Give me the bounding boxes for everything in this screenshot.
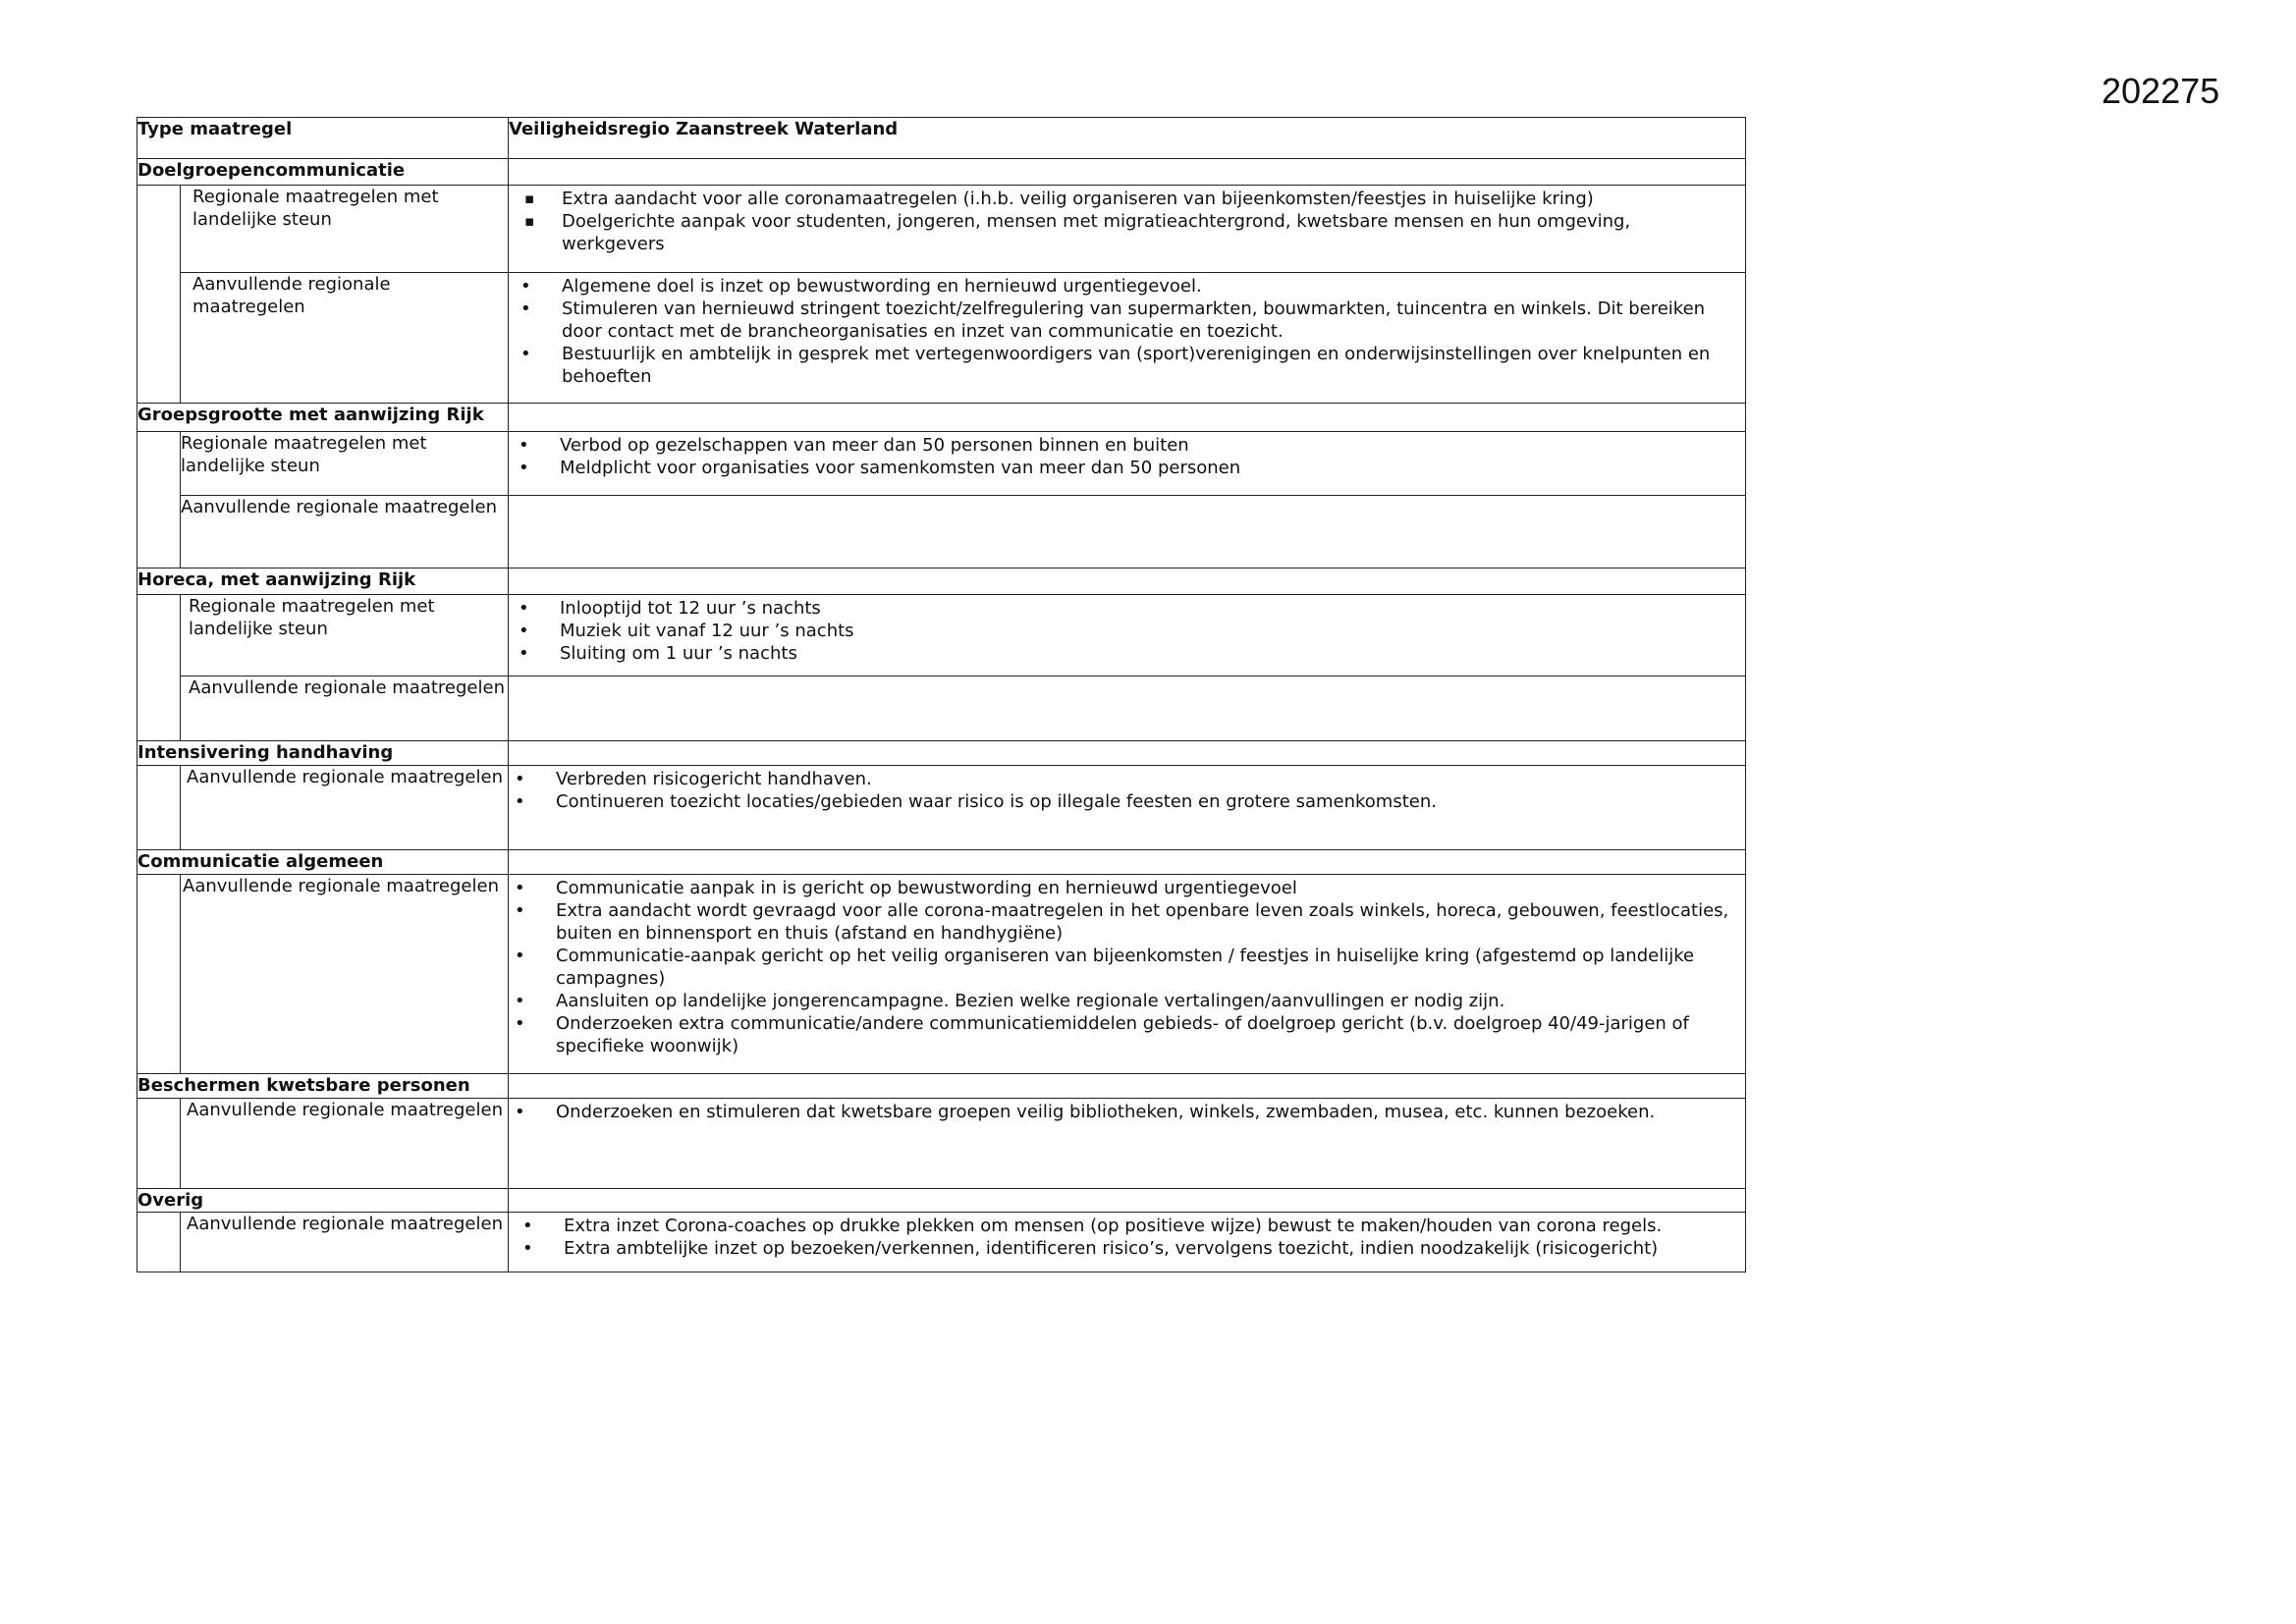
sub-row bbox=[137, 432, 1746, 496]
measures-list bbox=[509, 875, 1745, 1057]
sub-label: Aanvullende regionale maatregelen bbox=[181, 875, 509, 1074]
measures-cell bbox=[509, 875, 1746, 1074]
measures-cell bbox=[509, 1213, 1746, 1272]
measures-list bbox=[509, 595, 1745, 665]
category-title: Communicatie algemeen bbox=[137, 850, 509, 875]
measures-cell bbox=[509, 273, 1746, 404]
category-row bbox=[137, 1074, 1746, 1099]
measures-list bbox=[509, 186, 1745, 255]
list-item: • Bestuurlijk en ambtelijk in gesprek met vertegenwoordigers van (sport)verenigingen en onderwijsinstellingen over knelpunten en behoeften bbox=[520, 343, 1733, 388]
sub-label: Aanvullende regionale maatregelen bbox=[181, 496, 509, 568]
list-item: • Extra ambtelijke inzet op bezoeken/verkennen, identificeren risico’s, vervolgens toezicht, indien noodzakelijk (risicogericht) bbox=[522, 1237, 1733, 1260]
measures-cell bbox=[509, 766, 1746, 850]
category-title: Groepsgrootte met aanwijzing Rijk bbox=[137, 404, 509, 432]
measures-list bbox=[509, 432, 1745, 479]
category-row bbox=[137, 404, 1746, 432]
header-type-maatregel: Type maatregel bbox=[137, 118, 509, 159]
measures-cell bbox=[509, 1099, 1746, 1189]
list-item: • Muziek uit vanaf 12 uur ’s nachts bbox=[519, 620, 1733, 642]
list-item: • Communicatie-aanpak gericht op het veilig organiseren van bijeenkomsten / feestjes in huiselijke kring (afgestemd op landelijke campagnes) bbox=[515, 945, 1733, 990]
list-item: • Continueren toezicht locaties/gebieden waar risico is op illegale feesten en grotere samenkomsten. bbox=[515, 790, 1733, 813]
category-title: Intensivering handhaving bbox=[137, 741, 509, 766]
category-title: Horeca, met aanwijzing Rijk bbox=[137, 568, 509, 595]
measures-cell bbox=[509, 432, 1746, 496]
list-item: • Stimuleren van hernieuwd stringent toezicht/zelfregulering van supermarkten, bouwmarkten, tuincentra en winkels. Dit bereiken door contact met de brancheorganisaties en inzet van communicatie en toezicht. bbox=[520, 298, 1733, 343]
list-item: • Meldplicht voor organisaties voor samenkomsten van meer dan 50 personen bbox=[519, 457, 1733, 479]
category-title: Doelgroepencommunicatie bbox=[137, 159, 509, 186]
sub-row bbox=[137, 1213, 1746, 1272]
measures-cell bbox=[509, 186, 1746, 273]
sub-label: Regionale maatregelen met landelijke steun bbox=[181, 186, 509, 273]
sub-row bbox=[137, 595, 1746, 677]
sub-label: Aanvullende regionale maatregelen bbox=[181, 1213, 509, 1272]
measures-list bbox=[509, 766, 1745, 813]
measures-list bbox=[509, 273, 1745, 388]
list-item: • Communicatie aanpak in is gericht op bewustwording en hernieuwd urgentiegevoel bbox=[515, 877, 1733, 899]
list-item: ▪ Extra aandacht voor alle coronamaatregelen (i.h.b. veilig organiseren van bijeenkomsten/feestjes in huiselijke kring) bbox=[520, 188, 1733, 210]
sub-row bbox=[137, 1099, 1746, 1189]
sub-label: Aanvullende regionale maatregelen bbox=[181, 766, 509, 850]
list-item: • Verbreden risicogericht handhaven. bbox=[515, 768, 1733, 790]
list-item: • Algemene doel is inzet op bewustwording en hernieuwd urgentiegevoel. bbox=[520, 275, 1733, 298]
category-row bbox=[137, 850, 1746, 875]
category-row bbox=[137, 159, 1746, 186]
list-item: • Extra inzet Corona-coaches op drukke plekken om mensen (op positieve wijze) bewust te maken/houden van corona regels. bbox=[522, 1215, 1733, 1237]
table-header-row bbox=[137, 118, 1746, 159]
list-item: • Extra aandacht wordt gevraagd voor alle corona-maatregelen in het openbare leven zoals winkels, horeca, gebouwen, feestlocaties, buiten en binnensport en thuis (afstand en handhygiëne) bbox=[515, 899, 1733, 945]
sub-label: Aanvullende regionale maatregelen bbox=[181, 273, 509, 404]
list-item: • Inlooptijd tot 12 uur ’s nachts bbox=[519, 597, 1733, 620]
sub-row bbox=[137, 677, 1746, 741]
list-item: • Aansluiten op landelijke jongerencampagne. Bezien welke regionale vertalingen/aanvullingen er nodig zijn. bbox=[515, 990, 1733, 1012]
category-row bbox=[137, 568, 1746, 595]
list-item: ▪ Doelgerichte aanpak voor studenten, jongeren, mensen met migratieachtergrond, kwetsbare mensen en hun omgeving, werkgevers bbox=[520, 210, 1733, 255]
measures-list bbox=[509, 1213, 1745, 1260]
document-number: 202275 bbox=[2102, 71, 2220, 111]
header-region: Veiligheidsregio Zaanstreek Waterland bbox=[509, 118, 1746, 159]
sub-row bbox=[137, 496, 1746, 568]
list-item: • Onderzoeken en stimuleren dat kwetsbare groepen veilig bibliotheken, winkels, zwembaden, musea, etc. kunnen bezoeken. bbox=[515, 1101, 1733, 1123]
list-item: • Sluiting om 1 uur ’s nachts bbox=[519, 642, 1733, 665]
category-title: Overig bbox=[137, 1189, 509, 1213]
measures-list bbox=[509, 1099, 1745, 1123]
category-row bbox=[137, 741, 1746, 766]
sub-label: Regionale maatregelen met landelijke steun bbox=[181, 432, 509, 496]
sub-label: Aanvullende regionale maatregelen bbox=[181, 677, 509, 741]
sub-label: Aanvullende regionale maatregelen bbox=[181, 1099, 509, 1189]
sub-row bbox=[137, 766, 1746, 850]
list-item: • Onderzoeken extra communicatie/andere communicatiemiddelen gebieds- of doelgroep gericht (b.v. doelgroep 40/49-jarigen of specifieke woonwijk) bbox=[515, 1012, 1733, 1057]
measures-table bbox=[137, 117, 1746, 1272]
list-item: • Verbod op gezelschappen van meer dan 50 personen binnen en buiten bbox=[519, 434, 1733, 457]
sub-label: Regionale maatregelen met landelijke steun bbox=[181, 595, 509, 677]
measures-cell-empty bbox=[509, 677, 1746, 741]
sub-row bbox=[137, 186, 1746, 273]
category-title: Beschermen kwetsbare personen bbox=[137, 1074, 509, 1099]
sub-row bbox=[137, 875, 1746, 1074]
measures-cell bbox=[509, 595, 1746, 677]
measures-cell-empty bbox=[509, 496, 1746, 568]
category-row bbox=[137, 1189, 1746, 1213]
sub-row bbox=[137, 273, 1746, 404]
